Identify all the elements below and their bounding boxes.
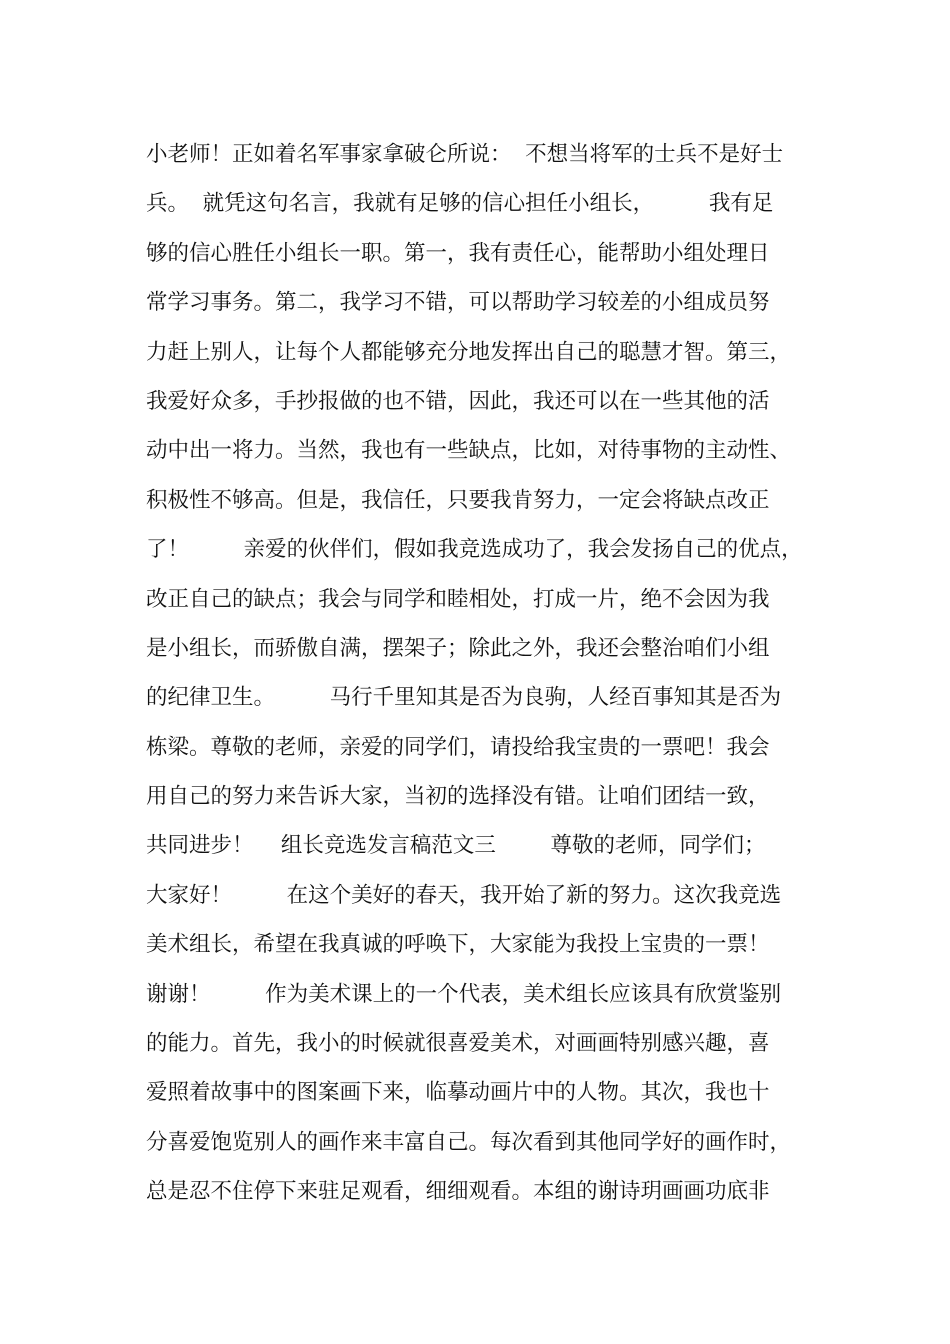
text-line: 常学习事务。第二，我学习不错，可以帮助学习较差的小组成员努 xyxy=(146,290,770,316)
body-text xyxy=(146,130,836,1217)
text-line: 动中出一将力。当然，我也有一些缺点，比如，对待事物的主动性、 xyxy=(146,438,792,464)
text-line: 谢谢！ 作为美术课上的一个代表，美术组长应该具有欣赏鉴别 xyxy=(146,981,782,1007)
text-line: 共同进步！ 组长竞选发言稿范文三 尊敬的老师，同学们； xyxy=(146,833,766,859)
text-line: 我爱好众多，手抄报做的也不错，因此，我还可以在一些其他的活 xyxy=(146,388,770,414)
text-line: 美术组长，希望在我真诚的呼唤下，大家能为我投上宝贵的一票！ xyxy=(146,932,770,958)
text-line: 栋梁。尊敬的老师，亲爱的同学们，请投给我宝贵的一票吧！我会 xyxy=(146,734,770,760)
text-line: 爱照着故事中的图案画下来，临摹动画片中的人物。其次，我也十 xyxy=(146,1080,770,1106)
text-line: 够的信心胜任小组长一职。第一，我有责任心，能帮助小组处理日 xyxy=(146,240,770,266)
text-line: 用自己的努力来告诉大家，当初的选择没有错。让咱们团结一致， xyxy=(146,784,770,810)
text-line: 大家好！ 在这个美好的春天，我开始了新的努力。这次我竞选 xyxy=(146,882,782,908)
text-line: 总是忍不住停下来驻足观看，细细观看。本组的谢诗玥画画功底非 xyxy=(146,1179,770,1205)
text-line: 分喜爱饱览别人的画作来丰富自己。每次看到其他同学好的画作时， xyxy=(146,1129,792,1155)
text-line: 兵。 就凭这句名言，我就有足够的信心担任小组长， 我有足 xyxy=(146,191,774,217)
text-line: 积极性不够高。但是，我信任，只要我肯努力，一定会将缺点改正 xyxy=(146,487,770,513)
text-line: 的能力。首先，我小的时候就很喜爱美术，对画画特别感兴趣，喜 xyxy=(146,1031,770,1057)
text-line: 小老师！正如着名军事家拿破仑所说： 不想当将军的士兵不是好士 xyxy=(146,142,784,167)
text-line: 力赶上别人，让每个人都能够充分地发挥出自己的聪慧才智。第三， xyxy=(146,339,792,365)
text-line: 的纪律卫生。 马行千里知其是否为良驹，人经百事知其是否为 xyxy=(146,685,782,711)
text-line: 是小组长，而骄傲自满，摆架子；除此之外，我还会整治咱们小组 xyxy=(146,635,770,661)
text-line: 了！ 亲爱的伙伴们，假如我竞选成功了，我会发扬自己的优点， xyxy=(146,537,803,563)
text-line: 改正自己的缺点；我会与同学和睦相处，打成一片，绝不会因为我 xyxy=(146,586,770,612)
